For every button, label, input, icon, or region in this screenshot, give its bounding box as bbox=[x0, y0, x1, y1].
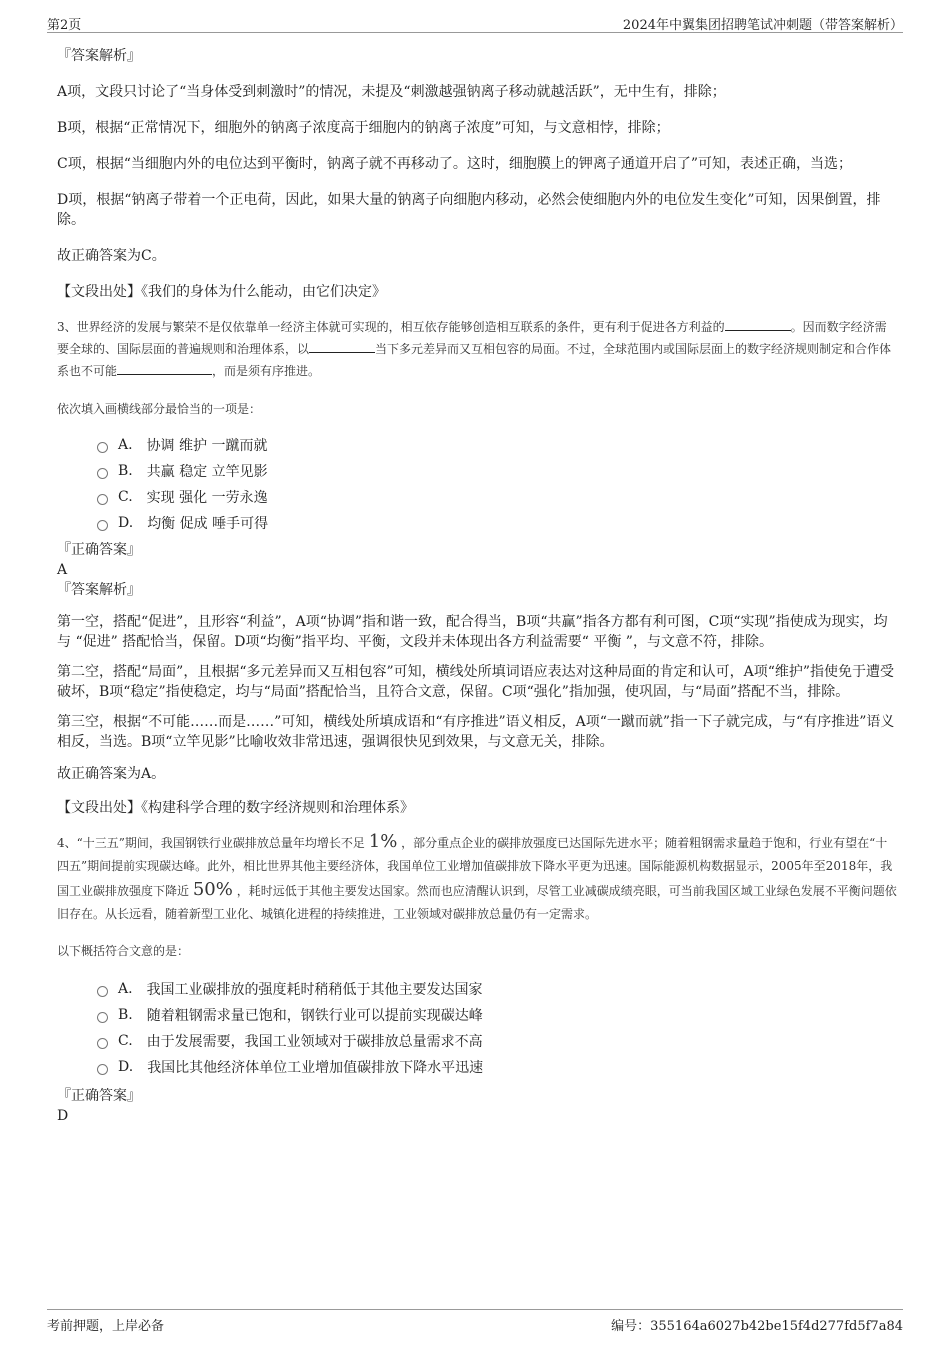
document-title: 2024年中翼集团招聘笔试冲刺题（带答案解析） bbox=[622, 18, 903, 33]
q4-option-d[interactable] bbox=[97, 1054, 897, 1080]
option-text: 共赢 稳定 立竿见影 bbox=[146, 464, 268, 480]
option-letter: D. bbox=[118, 515, 134, 531]
option-text: 我国比其他经济体单位工业增加值碳排放下降水平迅速 bbox=[147, 1060, 484, 1076]
q3-analysis-label: 『答案解析』 bbox=[57, 582, 141, 598]
q3-source: 【文段出处】《构建科学合理的数字经济规则和治理体系》 bbox=[57, 800, 414, 816]
q3-blank-3 bbox=[117, 360, 212, 375]
q3-analysis-blank2: 第二空，搭配“局面”，且根据“多元差异而又互相包容”可知，横线处所填词语应表达对这种局面的肯定和认可，A项“维护”指使免于遭受破坏，B项“稳定”指使稳定，均与“局面”搭配恰当，且符合文意，保留。C项“强化”指加强，使巩固，与“局面”搭配不当，排除。 bbox=[57, 664, 895, 700]
q3-option-c[interactable] bbox=[97, 484, 897, 510]
q3-blank-1 bbox=[725, 316, 791, 331]
radio-icon[interactable] bbox=[97, 468, 108, 479]
q3-analysis-blank3: 第三空，根据“不可能……而是……”可知，横线处所填成语和“有序推进”语义相反，A项“一蹴而就”指一下子就完成，与“有序推进”语义相反，当选。B项“立竿见影”比喻收效非常迅速，强调很快见到效果，与文意无关，排除。 bbox=[57, 714, 895, 750]
option-text: 我国工业碳排放的强度耗时稍稍低于其他主要发达国家 bbox=[146, 982, 483, 998]
footer-slogan: 考前押题，上岸必备 bbox=[47, 1319, 165, 1334]
page-number: 第2页 bbox=[47, 18, 82, 33]
q4-value-1: 1% bbox=[368, 831, 398, 852]
radio-icon[interactable] bbox=[97, 1012, 108, 1023]
page-content bbox=[57, 44, 897, 1126]
option-letter: A. bbox=[118, 981, 133, 997]
q3-stem-part3: 当下多元差异而又互相包容的局面。不过，全球范围内或国际层面上的数字经济规则制定和合作体系也不可能 bbox=[57, 342, 892, 378]
document-id: 编号：355164a6027b42be15f4d277fd5f7a84 bbox=[611, 1319, 903, 1334]
q2-analysis-a: A项，文段只讨论了“当身体受到刺激时”的情况，未提及“刺激越强钠离子移动就越活跃”，无中生有，排除； bbox=[57, 84, 726, 100]
radio-icon[interactable] bbox=[97, 1064, 108, 1075]
q3-stem-part4: ，而是须有序推进。 bbox=[212, 364, 321, 378]
q2-source: 【文段出处】《我们的身体为什么能动，由它们决定》 bbox=[57, 284, 386, 300]
q3-stem-part1: 3、世界经济的发展与繁荣不是仅依靠单一经济主体就可实现的，相互依存能够创造相互联系的条件，更有利于促进各方利益的 bbox=[57, 320, 725, 334]
q4-option-c[interactable] bbox=[97, 1028, 897, 1054]
option-letter: C. bbox=[118, 1033, 133, 1049]
q4-options bbox=[57, 976, 897, 1080]
q4-stem bbox=[57, 830, 897, 926]
option-text: 协调 维护 一蹴而就 bbox=[146, 438, 268, 454]
option-letter: D. bbox=[118, 1059, 134, 1075]
q3-answer-label: 『正确答案』 bbox=[57, 542, 141, 558]
radio-icon[interactable] bbox=[97, 520, 108, 531]
q2-analysis-label: 『答案解析』 bbox=[57, 48, 141, 64]
option-text: 均衡 促成 唾手可得 bbox=[147, 516, 269, 532]
q4-option-a[interactable] bbox=[97, 976, 897, 1002]
q3-conclusion: 故正确答案为A。 bbox=[57, 766, 166, 782]
q3-stem bbox=[57, 316, 897, 382]
q3-blank-2 bbox=[309, 338, 375, 353]
q2-conclusion: 故正确答案为C。 bbox=[57, 248, 166, 264]
radio-icon[interactable] bbox=[97, 1038, 108, 1049]
q4-prompt: 以下概括符合文意的是： bbox=[57, 944, 190, 958]
page-header bbox=[47, 10, 903, 33]
q2-analysis-b: B项，根据“正常情况下，细胞外的钠离子浓度高于细胞内的钠离子浓度”可知，与文意相悖，排除； bbox=[57, 120, 670, 136]
option-letter: B. bbox=[118, 1007, 133, 1023]
option-text: 实现 强化 一劳永逸 bbox=[146, 490, 268, 506]
q2-analysis-c: C项，根据“当细胞内外的电位达到平衡时，钠离子就不再移动了。这时，细胞膜上的钾离子通道开启了”可知，表述正确，当选； bbox=[57, 156, 853, 172]
q3-options bbox=[57, 432, 897, 536]
option-letter: B. bbox=[118, 463, 133, 479]
q3-answer: A bbox=[57, 562, 68, 578]
q4-stem-part1: 4、“十三五”期间，我国钢铁行业碳排放总量年均增长不足 bbox=[57, 836, 365, 850]
option-text: 由于发展需要，我国工业领域对于碳排放总量需求不高 bbox=[146, 1034, 483, 1050]
q3-option-b[interactable] bbox=[97, 458, 897, 484]
radio-icon[interactable] bbox=[97, 986, 108, 997]
q4-answer-label: 『正确答案』 bbox=[57, 1088, 141, 1104]
q4-stem-part3: ，耗时远低于其他主要发达国家。然而也应清醒认识到，尽管工业减碳成绩亮眼，可当前我国区域工业绿色发展不平衡问题依旧存在。从长远看，随着新型工业化、城镇化进程的持续推进，工业领域对碳排放总量仍有一定需求。 bbox=[57, 884, 897, 921]
q4-option-b[interactable] bbox=[97, 1002, 897, 1028]
q3-analysis-blank1: 第一空，搭配“促进”，且形容“利益”，A项“协调”指和谐一致，配合得当，B项“共赢”指各方都有利可图，C项“实现”指使成为现实，均与 “促进” 搭配恰当，保留。D项“均衡”指平均、平衡，文段并未体现出各方利益需要“ 平衡 ”，与文意不符，排除。 bbox=[57, 614, 888, 650]
option-letter: C. bbox=[118, 489, 133, 505]
q3-option-d[interactable] bbox=[97, 510, 897, 536]
option-text: 随着粗钢需求量已饱和，钢铁行业可以提前实现碳达峰 bbox=[146, 1008, 483, 1024]
q4-value-2: 50% bbox=[192, 879, 233, 900]
q3-prompt: 依次填入画横线部分最恰当的一项是： bbox=[57, 402, 262, 416]
q3-stem-part2: 。因而数字经济需要全球的、国际层面的普遍规则和治理体系，以 bbox=[57, 320, 887, 356]
option-letter: A. bbox=[118, 437, 133, 453]
q4-answer: D bbox=[57, 1108, 69, 1124]
q2-analysis-d: D项，根据“钠离子带着一个正电荷，因此，如果大量的钠离子向细胞内移动，必然会使细胞内外的电位发生变化”可知，因果倒置，排除。 bbox=[57, 192, 881, 228]
q3-option-a[interactable] bbox=[97, 432, 897, 458]
q4-stem-part2: ，部分重点企业的碳排放强度已达国际先进水平；随着粗钢需求量趋于饱和，行业有望在“十四五”期间提前实现碳达峰。此外，相比世界其他主要经济体，我国单位工业增加值碳排放下降水平更为迅速。国际能源机构数据显示，2005年至2018年，我国工业碳排放强度下降近 bbox=[57, 836, 893, 898]
radio-icon[interactable] bbox=[97, 494, 108, 505]
page-footer bbox=[47, 1309, 903, 1334]
radio-icon[interactable] bbox=[97, 442, 108, 453]
